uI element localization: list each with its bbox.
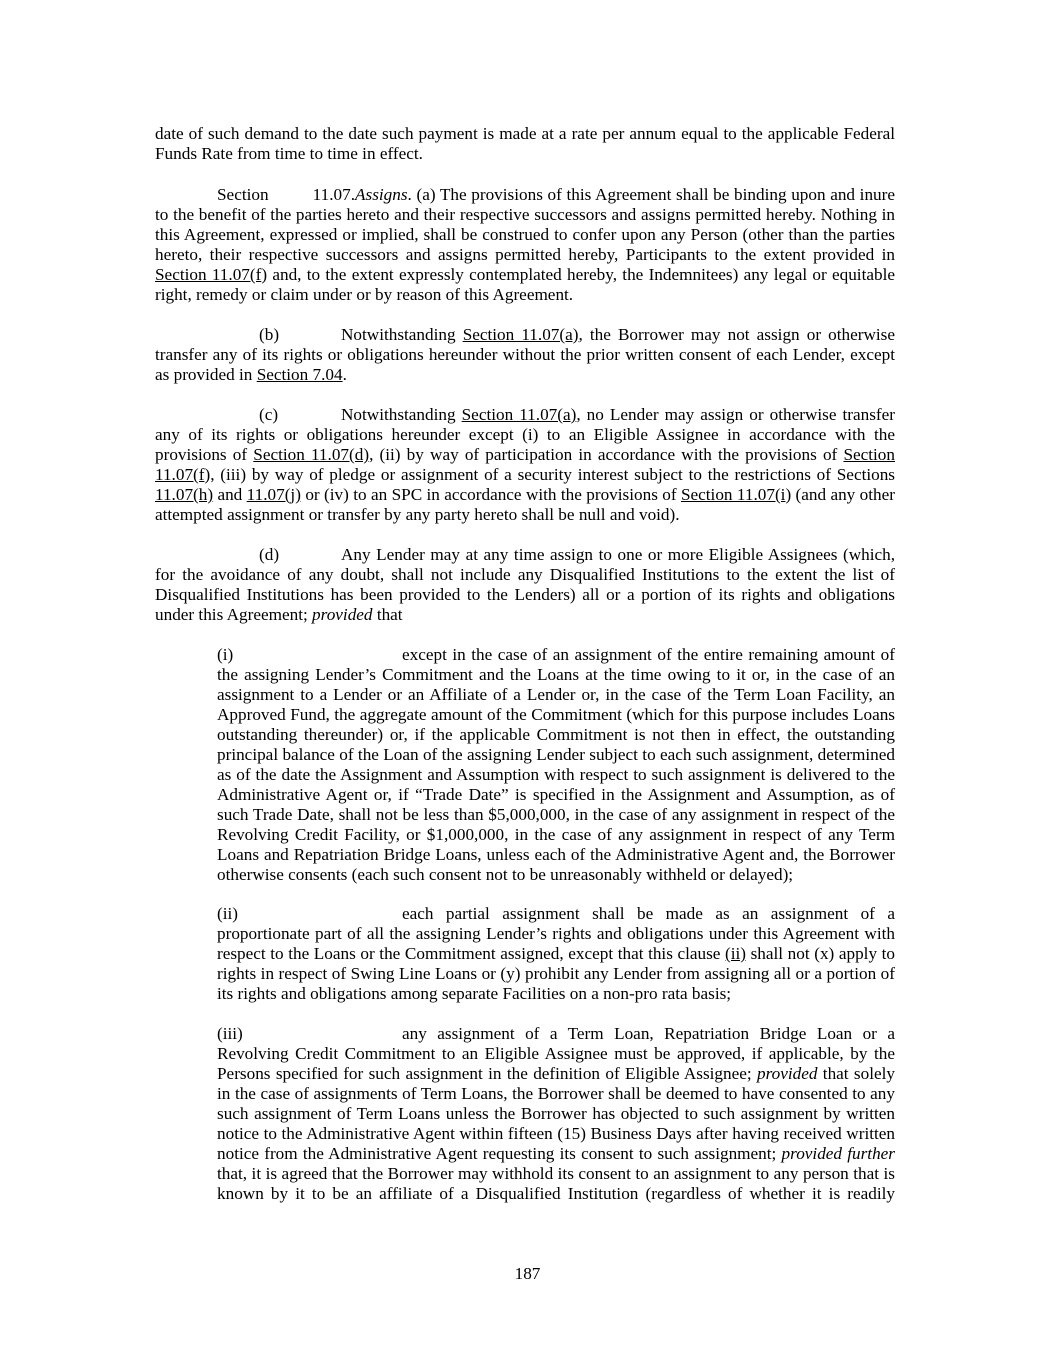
text-run: and [213,485,247,504]
text-line [217,1044,895,1064]
text-run: principal balance of the Loan of the assigning Lender subject to each such assignment, determined [217,745,895,764]
text-run: to the benefit of the parties hereto and their respective successors and assigns permitted hereby. Nothing in [155,205,895,224]
text-run: , (ii) by way of participation in accordance with the provisions of [369,445,844,464]
text-line [217,805,895,825]
emphasis: provided further [781,1144,895,1163]
text-line [155,325,895,345]
text-run: as provided in [155,365,257,384]
text-line [155,345,895,365]
text-run: its rights and obligations among separate Facilities on a non-pro rata basis; [217,984,732,1003]
text-line [155,365,895,385]
text-run: Revolving Credit Commitment to an Eligible Assignee must be approved, if applicable, by the [217,1044,895,1063]
text-line [155,285,895,305]
text-run: shall not (x) apply to [746,944,895,963]
clause-label: (i) [217,645,234,664]
text-line [217,865,895,885]
text-run: known by it to be an affiliate of a Disqualified Institution (regardless of whether it is readily [217,1184,895,1203]
paragraph-carryover [155,124,895,164]
text-run: Loans and Repatriation Bridge Loans, unless each of the Administrative Agent and, the Borrower [217,845,895,864]
text-run: Administrative Agent or, if “Trade Date” is specified in the Assignment and Assumption, as of [217,785,895,804]
cross-reference: Section 11.07(a) [462,325,579,344]
cross-reference: Section 11.07(i [680,485,786,504]
text-line [217,745,895,765]
text-run: rights in respect of Swing Line Loans or (y) prohibit any Lender from assigning all or a portion of [217,964,895,983]
text-line-body [402,904,895,924]
text-run: , the Borrower may not assign or otherwise [578,325,895,344]
text-run: proportionate part of all the assigning Lender’s rights and obligations under this Agreement with [217,924,895,943]
emphasis: Assigns [355,185,408,204]
text-run: each partial assignment shall be made as an assignment of a [402,904,895,923]
text-line [217,685,895,705]
text-run: Funds Rate from time to time in effect. [155,144,423,163]
text-line [155,425,895,445]
text-run: transfer any of its rights or obligations hereunder without the prior written consent of each Lender, except [155,345,895,364]
cross-reference: 11.07(f [155,465,205,484]
paragraph-clause-d-i [217,645,895,885]
text-line [155,265,895,285]
text-run: outstanding thereunder) or, if the applicable Commitment is not then in effect, the outstanding [217,725,895,744]
clause-label: (d) [259,545,280,564]
text-run: Disqualified Institutions has been provided to the Lenders) all or a portion of its rights and obligations [155,585,895,604]
clause-label: (b) [259,325,280,344]
text-run: such assignment of Term Loans unless the Borrower has objected to such assignment by written [217,1104,895,1123]
text-run: date of such demand to the date such payment is made at a rate per annum equal to the applicable Federal [155,124,895,143]
clause-label: (iii) [217,1024,243,1043]
text-run: assignment to a Lender or an Affiliate of a Lender or, in the case of the Term Loan Facility, an [217,685,895,704]
text-run: Approved Fund, the aggregate amount of the Commitment (which for this purpose includes Loans [217,705,895,724]
paragraph-section-11-07-a [155,185,895,305]
emphasis: provided [312,605,373,624]
text-line [217,1144,895,1164]
text-run: such Trade Date, shall not be less than $5,000,000, in the case of any assignment in respect of the [217,805,895,824]
text-line [217,825,895,845]
text-line [155,605,895,625]
text-line [217,1184,895,1204]
text-run: that [372,605,403,624]
page-number: 187 [514,1264,541,1283]
text-line [217,785,895,805]
clause-label: (ii) [217,904,238,923]
text-line [155,485,895,505]
text-line [155,405,895,425]
cross-reference: Section 7.04 [256,365,343,384]
text-run: Any Lender may at any time assign to one or more Eligible Assignees (which, [341,545,895,564]
text-line [155,245,895,265]
text-line [217,1124,895,1144]
paragraph-clause-b [155,325,895,385]
text-run: Revolving Credit Facility, or $1,000,000, in the case of any assignment in respect of any Term [217,825,895,844]
text-run: provisions of [155,445,254,464]
text-run: . [342,365,347,384]
text-line [217,904,895,924]
text-line-body [402,645,895,665]
text-line [155,445,895,465]
text-run: attempted assignment or transfer by any party hereto shall be null and void). [155,505,680,524]
paragraph-clause-d [155,545,895,625]
text-line [217,1024,895,1044]
text-run: as of the date the Assignment and Assumption with respect to such assignment is delivered to the [217,765,895,784]
text-line [217,924,895,944]
cross-reference: Section 11.07(a) [461,405,577,424]
text-line [155,465,895,485]
text-run: . (a) The provisions of this Agreement shall be binding upon and inure [407,185,895,204]
clause-label: (c) [259,405,279,424]
text-line [217,705,895,725]
text-line [217,1064,895,1084]
text-line [217,765,895,785]
text-line [155,185,895,205]
text-line [217,645,895,665]
text-line [217,1084,895,1104]
text-run: for the avoidance of any doubt, shall not include any Disqualified Institutions to the extent the list of [155,565,895,584]
text-line [155,144,895,164]
text-line [155,124,895,144]
text-run: the assigning Lender’s Commitment and the Loans at the time owing to it or, in the case of an [217,665,895,684]
text-line [217,665,895,685]
clause-label: Section 11.07. [217,185,355,204]
text-line [155,505,895,525]
text-run: right, remedy or claim under or by reason of this Agreement. [155,285,574,304]
text-run: Persons specified for such assignment in the definition of Eligible Assignee; [217,1064,757,1083]
text-run: or (iv) to an SPC in accordance with the provisions of [300,485,681,504]
text-line [217,964,895,984]
text-run: ), (iii) by way of pledge or assignment of a security interest subject to the restrictions of Sections [204,465,895,484]
paragraph-clause-c [155,405,895,525]
text-line [217,845,895,865]
text-run: Notwithstanding [341,405,462,424]
text-line [217,1164,895,1184]
paragraph-clause-d-iii [217,1024,895,1204]
text-run: Notwithstanding [341,325,463,344]
text-run: otherwise consents (each such consent not to be unreasonably withheld or delayed); [217,865,794,884]
text-line [155,205,895,225]
text-run: ) (and any other [785,485,895,504]
text-run: notice from the Administrative Agent requesting its consent to such assignment; [217,1144,782,1163]
cross-reference: Section 11.07(f [155,265,262,284]
cross-reference: 11.07(j) [246,485,301,504]
text-line-body [341,405,895,425]
text-run: hereto, their respective successors and assigns permitted hereby, Participants to the extent provided in [155,245,895,264]
text-line [155,225,895,245]
text-line [155,565,895,585]
text-line [155,545,895,565]
emphasis: provided [756,1064,818,1083]
text-run: any assignment of a Term Loan, Repatriation Bridge Loan or a [402,1024,895,1043]
text-line-body [341,545,895,565]
text-run: under this Agreement; [155,605,313,624]
text-line [217,1104,895,1124]
cross-reference: Section [843,445,895,464]
text-run: in the case of assignments of Term Loans, the Borrower shall be deemed to have consented to any [217,1084,895,1103]
text-run: ) and, to the extent expressly contemplated hereby, the Indemnitees) any legal or equitable [261,265,895,284]
cross-reference: Section 11.07(d) [253,445,370,464]
cross-reference: (ii) [725,944,747,963]
text-line [217,725,895,745]
paragraph-clause-d-ii [217,904,895,1004]
cross-reference: 11.07(h) [155,485,214,504]
text-line-body [341,325,895,345]
text-run: that, it is agreed that the Borrower may withhold its consent to an assignment to any person that is [217,1164,895,1183]
text-line-body [355,185,895,205]
text-run: notice to the Administrative Agent within fifteen (15) Business Days after having received written [217,1124,895,1143]
text-run: except in the case of an assignment of the entire remaining amount of [402,645,895,664]
text-run: , no Lender may assign or otherwise transfer [576,405,895,424]
text-line [155,585,895,605]
text-run: this Agreement, expressed or implied, shall be construed to confer upon any Person (other than the parties [155,225,895,244]
text-run: any of its rights or obligations hereunder except (i) to an Eligible Assignee in accordance with the [155,425,895,444]
text-line-body [402,1024,895,1044]
text-line [217,984,895,1004]
text-run: that solely [817,1064,895,1083]
text-line [217,944,895,964]
text-run: respect to the Loans or the Commitment assigned, except that this clause [217,944,726,963]
